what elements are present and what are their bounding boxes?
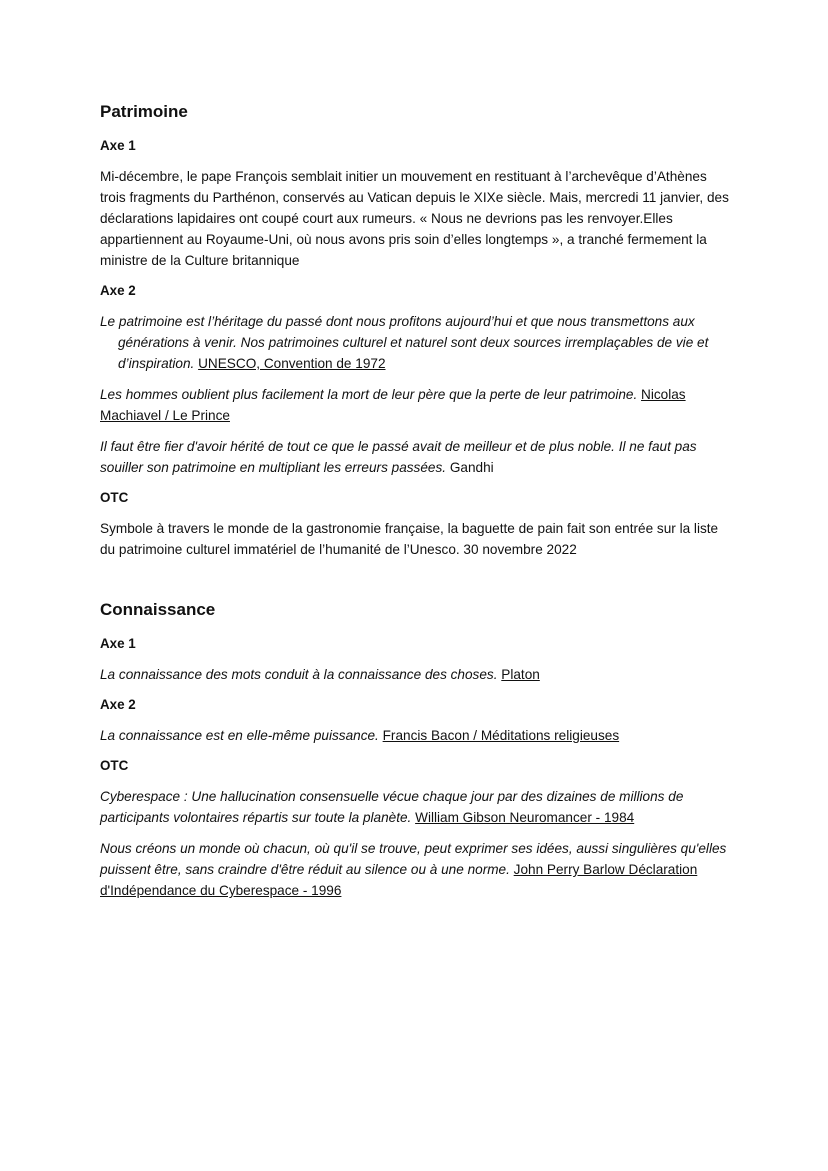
- quote-source-link[interactable]: William Gibson Neuromancer - 1984: [415, 810, 635, 825]
- connaissance-otc-quote-1: [100, 786, 730, 828]
- quote-source-link[interactable]: John Perry Barlow Déclaration d'Indépendance du Cyberespace - 1996: [100, 862, 698, 898]
- connaissance-axe2-quote: [100, 725, 730, 746]
- quote-text: Les hommes oublient plus facilement la mort de leur père que la perte de leur patrimoine.: [100, 387, 638, 402]
- quote-source-link[interactable]: Francis Bacon / Méditations religieuses: [382, 728, 620, 743]
- quote-text: Il faut être fier d'avoir hérité de tout ce que le passé avait de meilleur et de plus noble. Il ne faut pas souiller son patrimoine en multipliant les erreurs passées.: [100, 439, 697, 475]
- patrimoine-quote-2: [100, 384, 730, 426]
- heading-patrimoine-axe1: Axe 1: [100, 138, 136, 153]
- patrimoine-quote-3: [100, 436, 730, 478]
- quote-source-link[interactable]: UNESCO, Convention de 1972: [198, 356, 386, 371]
- heading-connaissance-axe2: Axe 2: [100, 697, 136, 712]
- quote-text: La connaissance est en elle-même puissance.: [100, 728, 379, 743]
- patrimoine-otc-text: Symbole à travers le monde de la gastronomie française, la baguette de pain fait son entrée sur la liste du patrimoine culturel immatériel de l’humanité de l’Unesco. 30 novembre 2022: [100, 521, 719, 557]
- section-spacer: [100, 570, 730, 598]
- quote-source: Gandhi: [449, 460, 494, 475]
- quote-text: Cyberespace : Une hallucination consensuelle vécue chaque jour par des dizaines de millions de participants volontaires répartis sur toute la planète.: [100, 789, 684, 825]
- patrimoine-axe1-text: Mi-décembre, le pape François semblait initier un mouvement en restituant à l’archevêque d’Athènes trois fragments du Parthénon, conservés au Vatican depuis le XIXe siècle. Mais, mercredi 11 janvier, des déclarations lapidaires ont coupé court aux rumeurs. « Nous ne devrions pas les renvoyer.Elles appartiennent au Royaume-Uni, où nous avons pris soin d’elles longtemps », a tranché fermement la ministre de la Culture britannique: [100, 169, 729, 268]
- quote-source-link[interactable]: Platon: [501, 667, 540, 682]
- connaissance-otc-quote-2: [100, 838, 730, 901]
- quote-text: Le patrimoine est l’héritage du passé dont nous profitons aujourd’hui et que nous transmettons aux générations à venir. Nos patrimoines culturel et naturel sont deux sources irremplaçables de vie et d’inspiration.: [100, 314, 709, 371]
- heading-patrimoine-otc: OTC: [100, 490, 129, 505]
- heading-connaissance-axe1: Axe 1: [100, 636, 136, 651]
- section-title-patrimoine: Patrimoine: [100, 102, 188, 121]
- document-page: [100, 100, 730, 911]
- heading-patrimoine-axe2: Axe 2: [100, 283, 136, 298]
- quote-text: Nous créons un monde où chacun, où qu'il se trouve, peut exprimer ses idées, aussi singulières qu'elles puissent être, sans craindre d'être réduit au silence ou à une norme.: [100, 841, 727, 877]
- section-title-connaissance: Connaissance: [100, 600, 216, 619]
- quote-source-link[interactable]: Nicolas Machiavel / Le Prince: [100, 387, 686, 423]
- connaissance-axe1-quote: [100, 664, 730, 685]
- patrimoine-quote-1: [100, 311, 730, 374]
- quote-text: La connaissance des mots conduit à la connaissance des choses.: [100, 667, 498, 682]
- heading-connaissance-otc: OTC: [100, 758, 129, 773]
